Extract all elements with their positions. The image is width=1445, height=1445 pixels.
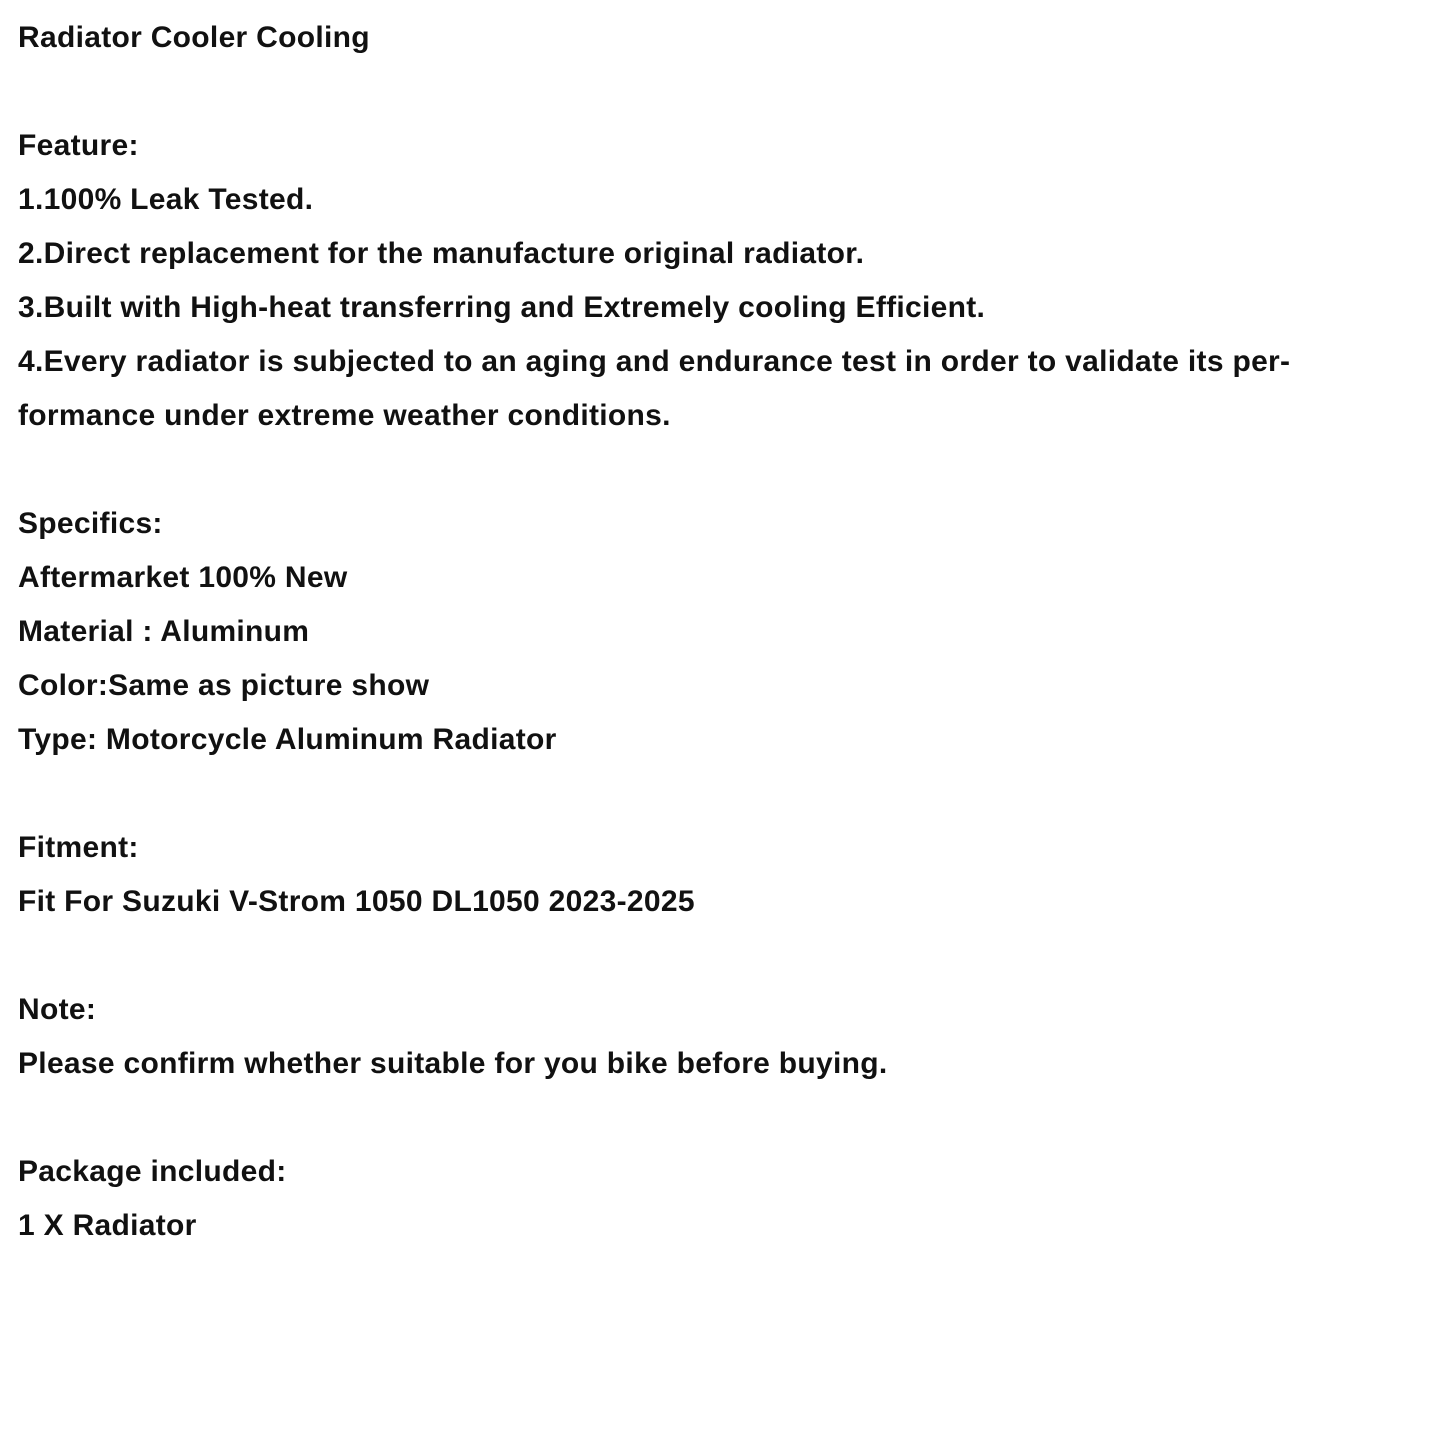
feature-item: 3.Built with High-heat transferring and Extremely cooling Efficient.	[18, 291, 986, 324]
specifics-item: Aftermarket 100% New	[18, 561, 348, 594]
spacer	[18, 443, 1428, 497]
note-heading: Note:	[18, 993, 97, 1026]
feature-item: formance under extreme weather conditions.	[18, 399, 671, 432]
fitment-item: Fit For Suzuki V-Strom 1050 DL1050 2023-2025	[18, 885, 695, 918]
fitment-heading: Fitment:	[18, 831, 139, 864]
specifics-item: Type: Motorcycle Aluminum Radiator	[18, 723, 557, 756]
spacer	[18, 65, 1428, 119]
spacer	[18, 929, 1428, 983]
specifics-item: Material : Aluminum	[18, 615, 310, 648]
specifics-item: Color:Same as picture show	[18, 669, 430, 702]
spacer	[18, 767, 1428, 821]
package-heading: Package included:	[18, 1155, 287, 1188]
feature-item: 1.100% Leak Tested.	[18, 183, 314, 216]
feature-item: 2.Direct replacement for the manufacture original radiator.	[18, 237, 865, 270]
package-item: 1 X Radiator	[18, 1209, 197, 1242]
feature-heading: Feature:	[18, 129, 139, 162]
specifics-heading: Specifics:	[18, 507, 163, 540]
note-item: Please confirm whether suitable for you bike before buying.	[18, 1047, 888, 1080]
feature-item: 4.Every radiator is subjected to an aging and endurance test in order to validate its per-	[18, 345, 1291, 378]
product-description	[18, 11, 1428, 1253]
page-title: Radiator Cooler Cooling	[18, 21, 370, 54]
spacer	[18, 1091, 1428, 1145]
